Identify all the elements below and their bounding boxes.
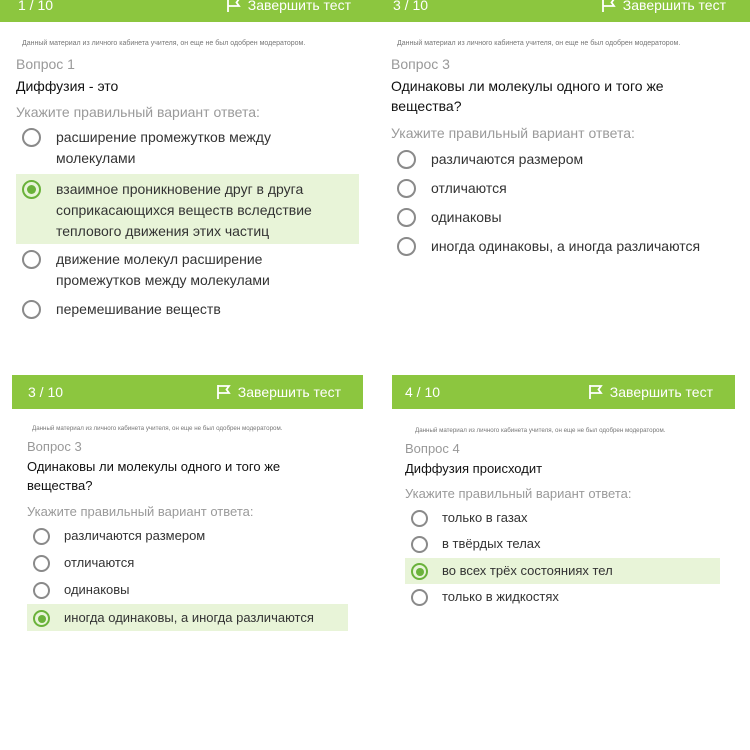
flag-icon <box>601 0 617 13</box>
radio-button[interactable] <box>22 300 41 319</box>
quiz-panel-3 <box>0 375 375 750</box>
radio-button[interactable] <box>33 582 50 599</box>
answer-option-label: одинаковы <box>431 209 502 225</box>
finish-test-button[interactable] <box>216 384 341 400</box>
answer-option[interactable] <box>405 587 720 607</box>
quiz-panel-4 <box>375 375 750 750</box>
answer-option-label: в твёрдых телах <box>442 536 541 551</box>
answer-option-label: различаются размером <box>64 528 206 543</box>
answer-option-label: отличаются <box>64 555 135 570</box>
radio-button-checked[interactable] <box>22 180 41 199</box>
answer-option-selected[interactable] <box>16 174 359 244</box>
radio-button[interactable] <box>397 208 416 227</box>
radio-button-checked[interactable] <box>411 563 428 580</box>
answer-option-selected[interactable] <box>405 558 720 584</box>
answer-hint: Укажите правильный вариант ответа: <box>16 104 260 120</box>
radio-button[interactable] <box>411 536 428 553</box>
answer-option[interactable] <box>391 149 731 170</box>
radio-button[interactable] <box>33 555 50 572</box>
question-number: Вопрос 3 <box>27 439 82 454</box>
radio-button-checked[interactable] <box>33 610 50 627</box>
answer-option[interactable] <box>405 534 720 554</box>
question-number: Вопрос 1 <box>16 56 75 72</box>
top-bar <box>392 375 735 409</box>
radio-button[interactable] <box>22 128 41 147</box>
flag-icon <box>216 384 232 400</box>
radio-button[interactable] <box>397 150 416 169</box>
radio-button[interactable] <box>411 589 428 606</box>
answer-option[interactable] <box>405 508 720 528</box>
question-counter: 4 / 10 <box>405 384 441 400</box>
top-bar <box>12 375 363 409</box>
flag-icon <box>226 0 242 13</box>
answer-option-label: взаимное проникновение друг в друга соприкасающихся веществ вследствие теплового движения этих частиц <box>56 181 312 239</box>
answer-option[interactable] <box>391 178 731 199</box>
answer-option-label: одинаковы <box>64 582 130 597</box>
radio-button[interactable] <box>22 250 41 269</box>
finish-test-button[interactable] <box>588 384 713 400</box>
answer-option-label: иногда одинаковы, а иногда различаются <box>64 610 314 625</box>
moderation-notice: Данный материал из личного кабинета учителя, он еще не был одобрен модератором. <box>415 427 666 434</box>
question-text: Диффузия - это <box>16 78 119 94</box>
answer-option-label: расширение промежутков между молекулами <box>56 129 271 166</box>
answer-option-label: различаются размером <box>431 151 584 167</box>
answer-hint: Укажите правильный вариант ответа: <box>27 504 254 519</box>
answer-option-label: только в газах <box>442 510 528 525</box>
question-counter: 3 / 10 <box>28 384 64 400</box>
question-number: Вопрос 4 <box>405 441 460 456</box>
quiz-panel-1 <box>0 0 375 375</box>
top-bar <box>0 0 375 22</box>
quiz-panel-2 <box>375 0 750 375</box>
question-number: Вопрос 3 <box>391 56 450 72</box>
answer-option[interactable] <box>27 526 348 546</box>
question-text: Одинаковы ли молекулы одного и того же вещества? <box>391 78 664 115</box>
question-counter: 3 / 10 <box>393 0 429 13</box>
answer-option[interactable] <box>27 580 348 600</box>
question-text: Диффузия происходит <box>405 461 543 476</box>
answer-option-label: движение молекул расширение промежутков между молекулами <box>56 251 270 288</box>
question-text: Одинаковы ли молекулы одного и того же вещества? <box>27 459 281 493</box>
finish-test-label: Завершить тест <box>609 384 713 400</box>
radio-button[interactable] <box>397 237 416 256</box>
flag-icon <box>588 384 604 400</box>
answer-option[interactable] <box>16 127 359 169</box>
answer-option-label: отличаются <box>431 180 507 196</box>
answer-option-label: перемешивание веществ <box>56 301 221 317</box>
answer-option-label: только в жидкостях <box>442 589 559 604</box>
finish-test-label: Завершить тест <box>622 0 726 13</box>
finish-test-label: Завершить тест <box>247 0 351 13</box>
answer-option[interactable] <box>16 299 359 320</box>
answer-option-label: во всех трёх состояниях тел <box>442 563 613 578</box>
moderation-notice: Данный материал из личного кабинета учителя, он еще не был одобрен модератором. <box>397 40 681 47</box>
radio-button[interactable] <box>33 528 50 545</box>
answer-hint: Укажите правильный вариант ответа: <box>391 125 635 141</box>
answer-option-selected[interactable] <box>27 604 348 631</box>
answer-option[interactable] <box>391 236 731 257</box>
finish-test-button[interactable] <box>601 0 726 13</box>
top-bar <box>375 0 750 22</box>
finish-test-label: Завершить тест <box>237 384 341 400</box>
moderation-notice: Данный материал из личного кабинета учителя, он еще не был одобрен модератором. <box>32 425 283 432</box>
answer-option[interactable] <box>391 207 731 228</box>
radio-button[interactable] <box>397 179 416 198</box>
moderation-notice: Данный материал из личного кабинета учителя, он еще не был одобрен модератором. <box>22 40 306 47</box>
answer-option[interactable] <box>27 553 348 573</box>
answer-option-label: иногда одинаковы, а иногда различаются <box>431 238 701 254</box>
answer-option[interactable] <box>16 249 359 291</box>
question-counter: 1 / 10 <box>18 0 54 13</box>
finish-test-button[interactable] <box>226 0 351 13</box>
radio-button[interactable] <box>411 510 428 527</box>
answer-hint: Укажите правильный вариант ответа: <box>405 486 632 501</box>
